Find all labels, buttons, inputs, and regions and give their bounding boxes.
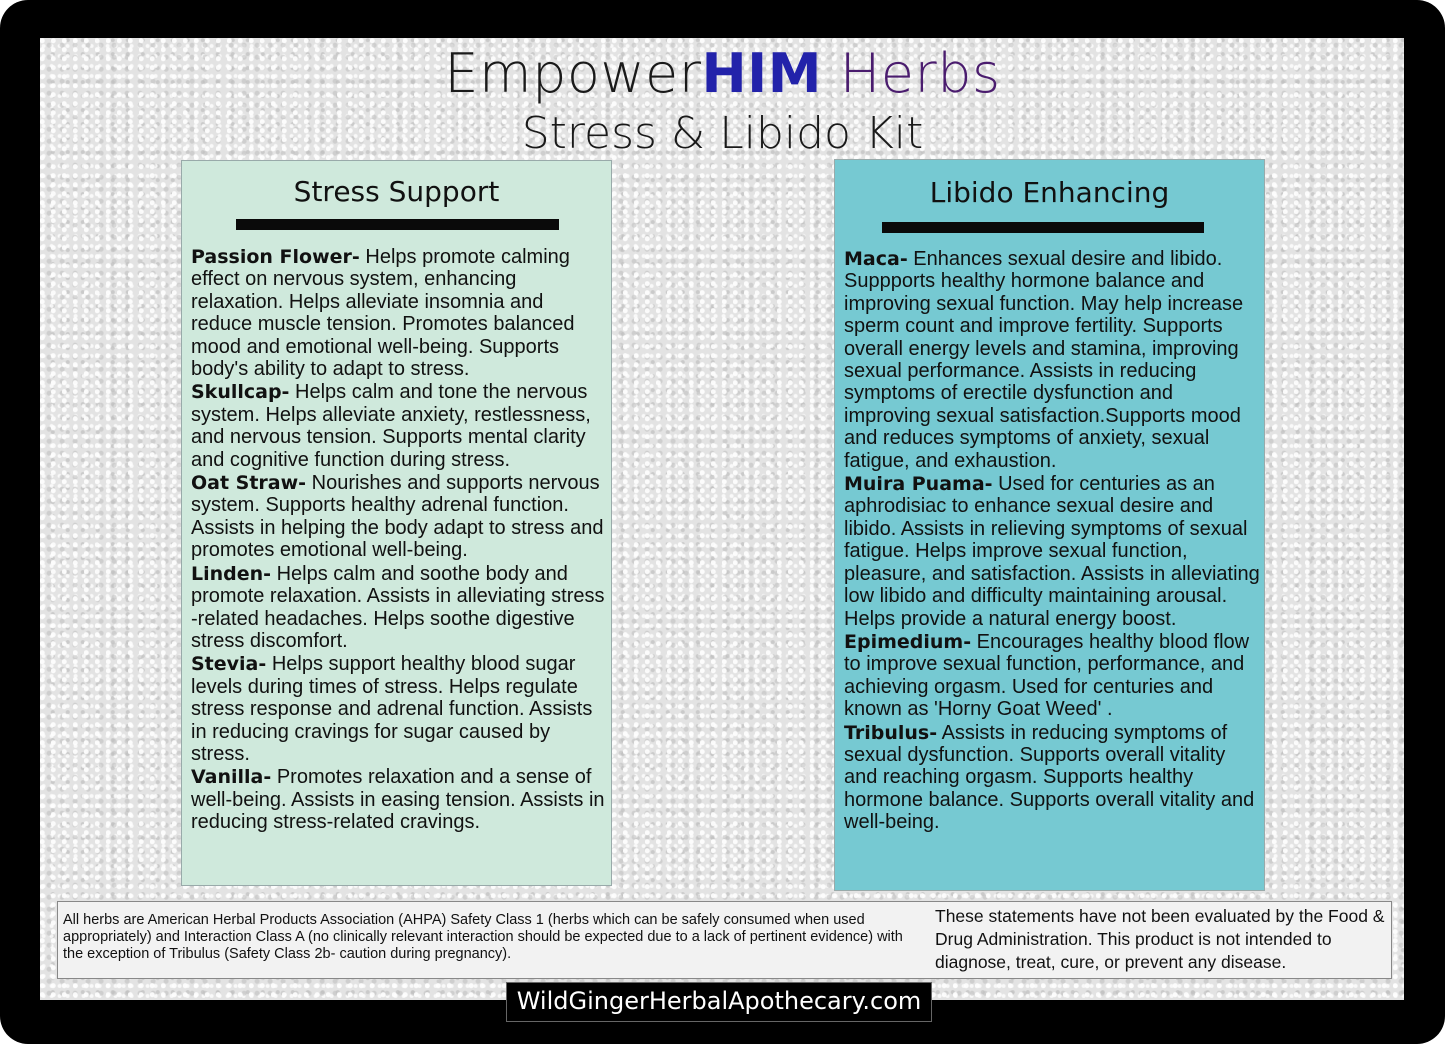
herb-name: Maca-	[844, 248, 908, 270]
herb-name: Skullcap-	[191, 381, 290, 404]
stress-heading-divider	[236, 219, 559, 230]
herb-description: Encourages healthy blood flow to improve sexual function, performance, and achieving orgasm. Used for centuries and known as 'Horny Goat Weed' .	[844, 630, 1250, 721]
herb-name: Oat Straw-	[191, 472, 307, 495]
libido-enhancing-heading: Libido Enhancing	[929, 176, 1170, 209]
herb-name: Linden-	[191, 562, 272, 585]
herb-name: Vanilla-	[191, 766, 272, 789]
herb-description: Used for centuries as an aphrodisiac to enhance sexual desire and libido. Assists in relieving symptoms of sexual fatigue. Helps improve sexual function, pleasure, and satisfaction. Assists in alleviating low libido and difficulty maintaining arousal. Helps provide a natural energy boost.	[844, 473, 1260, 630]
ahpa-safety-notice: All herbs are American Herbal Products Association (AHPA) Safety Class 1 (herbs which can be safely consumed when used appropriately) and Interaction Class A (no clinically relevant interaction should be expected due to a lack of pertinent evidence) with the exception of Tribulus (Safety Class 2b- caution during pregnancy).	[63, 912, 903, 962]
herb-entry-maca	[844, 248, 1262, 472]
herb-entry-skullcap	[191, 381, 607, 471]
brand-title	[0, 42, 1445, 106]
kit-title: Stress & Libido Kit	[521, 108, 924, 159]
herb-description: Helps calm and soothe body and promote relaxation. Assists in alleviating stress -related headaches. Helps soothe digestive stress discomfort.	[191, 562, 605, 652]
stress-herb-list	[191, 246, 607, 835]
brand-him: HIM	[701, 42, 823, 105]
herb-name: Stevia-	[191, 653, 267, 676]
herb-entry-stevia	[191, 653, 607, 765]
herb-entry-passion-flower	[191, 246, 607, 380]
safety-notice-box	[57, 901, 1392, 979]
herb-entry-vanilla	[191, 766, 607, 833]
herb-entry-muira-puama	[844, 473, 1262, 630]
herb-entry-oat-straw	[191, 472, 607, 562]
herb-description: Promotes relaxation and a sense of well-being. Assists in easing tension. Assists in reducing stress-related cravings.	[191, 766, 605, 834]
website-banner: WildGingerHerbalApothecary.com	[506, 982, 932, 1022]
herb-description: Enhances sexual desire and libido. Suppports healthy hormone balance and improving sexual function. May help increase sperm count and improve fertility. Supports overall energy levels and stamina, improving sexual performance. Assists in reducing symptoms of erectile dysfunction and improving sexual satisfaction.Supports mood and reduces symptoms of anxiety, sexual fatigue, and exhaustion.	[844, 248, 1244, 472]
herb-entry-tribulus	[844, 722, 1262, 834]
herb-description: Assists in reducing symptoms of sexual dysfunction. Supports overall vitality and reaching orgasm. Supports healthy hormone balance. Supports overall vitality and well-being.	[844, 721, 1255, 834]
herb-description: Nourishes and supports nervous system. Supports healthy adrenal function. Assists in helping the body adapt to stress and promotes emotional well-being.	[191, 472, 604, 562]
libido-enhancing-panel	[834, 159, 1265, 891]
brand-herbs: Herbs	[839, 42, 1001, 105]
herb-description: Helps support healthy blood sugar levels during times of stress. Helps regulate stress response and adrenal function. Assists in reducing cravings for sugar caused by stress.	[191, 653, 593, 765]
herb-name: Epimedium-	[844, 630, 972, 653]
stress-support-heading: Stress Support	[293, 175, 500, 208]
herb-name: Passion Flower-	[191, 246, 360, 268]
herb-name: Tribulus-	[844, 721, 938, 744]
fda-disclaimer: These statements have not been evaluated by the Food & Drug Administration. This product is not intended to diagnose, treat, cure, or prevent any disease.	[935, 906, 1385, 972]
brand-empower: Empower	[444, 42, 702, 105]
libido-heading-divider	[882, 222, 1204, 233]
herb-description: Helps promote calming effect on nervous system, enhancing relaxation. Helps alleviate insomnia and reduce muscle tension. Promotes balanced mood and emotional well-being. Supports body's ability to adapt to stress.	[191, 246, 575, 381]
herb-description: Helps calm and tone the nervous system. Helps alleviate anxiety, restlessness, and nervous tension. Supports mental clarity and cognitive function during stress.	[191, 381, 591, 471]
herb-entry-linden	[191, 563, 607, 653]
herb-entry-epimedium	[844, 631, 1262, 721]
herb-name: Muira Puama-	[844, 473, 993, 496]
libido-herb-list	[844, 248, 1262, 835]
stress-support-panel	[181, 160, 612, 886]
